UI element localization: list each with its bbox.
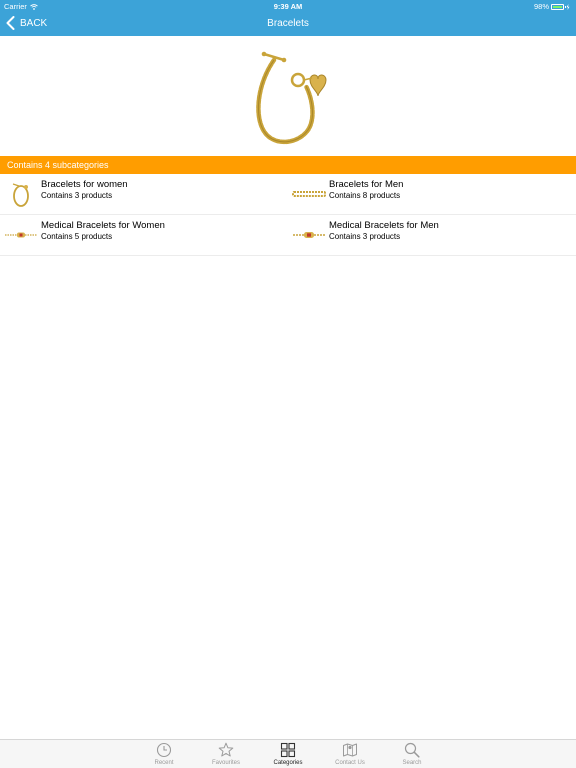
subcategory-row (0, 215, 576, 256)
subcategory-name: Medical Bracelets for Women (41, 220, 165, 231)
navigation-bar (0, 12, 576, 36)
bangle-bracelet-thumbnail (4, 180, 38, 208)
status-bar (0, 0, 576, 12)
subcategory-count: Contains 3 products (329, 232, 401, 241)
carrier-label: Carrier (4, 2, 27, 11)
tab-bar (0, 739, 576, 768)
tab-search[interactable] (382, 742, 442, 766)
tab-label: Contact Us (335, 760, 365, 766)
subcategory-item-bracelets-for-men[interactable] (288, 174, 576, 214)
star-icon (218, 742, 234, 758)
tab-categories[interactable] (258, 742, 318, 766)
category-hero (0, 36, 576, 156)
tab-recent[interactable] (134, 742, 194, 766)
medical-id-bracelet-thumbnail (292, 221, 326, 249)
map-icon (342, 742, 358, 758)
clock-time: 9:39 AM (273, 2, 303, 11)
medical-id-bracelet-thumbnail (4, 221, 38, 249)
subcategory-name: Bracelets for Men (329, 179, 404, 190)
search-icon (404, 742, 420, 758)
subcategory-grid (0, 174, 576, 256)
tab-contact-us[interactable] (320, 742, 380, 766)
subcategory-count: Contains 8 products (329, 191, 401, 200)
subcategory-name: Bracelets for women (41, 179, 128, 190)
tab-label: Favourites (211, 760, 240, 766)
tab-label: Recent (154, 760, 174, 766)
back-label: BACK (20, 17, 48, 29)
battery-percent: 98% (533, 2, 549, 11)
tab-label: Search (402, 760, 422, 766)
subcategory-count: Contains 5 products (41, 232, 113, 241)
subcategory-item-bracelets-for-women[interactable] (0, 174, 288, 214)
subcategory-item-medical-bracelets-for-men[interactable] (288, 215, 576, 255)
clock-icon (156, 742, 172, 758)
grid-icon (280, 742, 296, 758)
subcategory-count-banner: Contains 4 subcategories (0, 156, 576, 174)
battery-icon (551, 4, 564, 10)
subcategory-row (0, 174, 576, 215)
subcategory-name: Medical Bracelets for Men (329, 220, 439, 231)
chain-bracelet-thumbnail (292, 180, 326, 208)
charging-icon (566, 4, 570, 10)
tab-favourites[interactable] (196, 742, 256, 766)
subcategory-count: Contains 3 products (41, 191, 113, 200)
gold-bracelet-image (248, 46, 328, 146)
battery-status (534, 2, 570, 11)
page-title: Bracelets (267, 18, 309, 29)
subcategory-item-medical-bracelets-for-women[interactable] (0, 215, 288, 255)
tab-label: Categories (273, 760, 303, 766)
